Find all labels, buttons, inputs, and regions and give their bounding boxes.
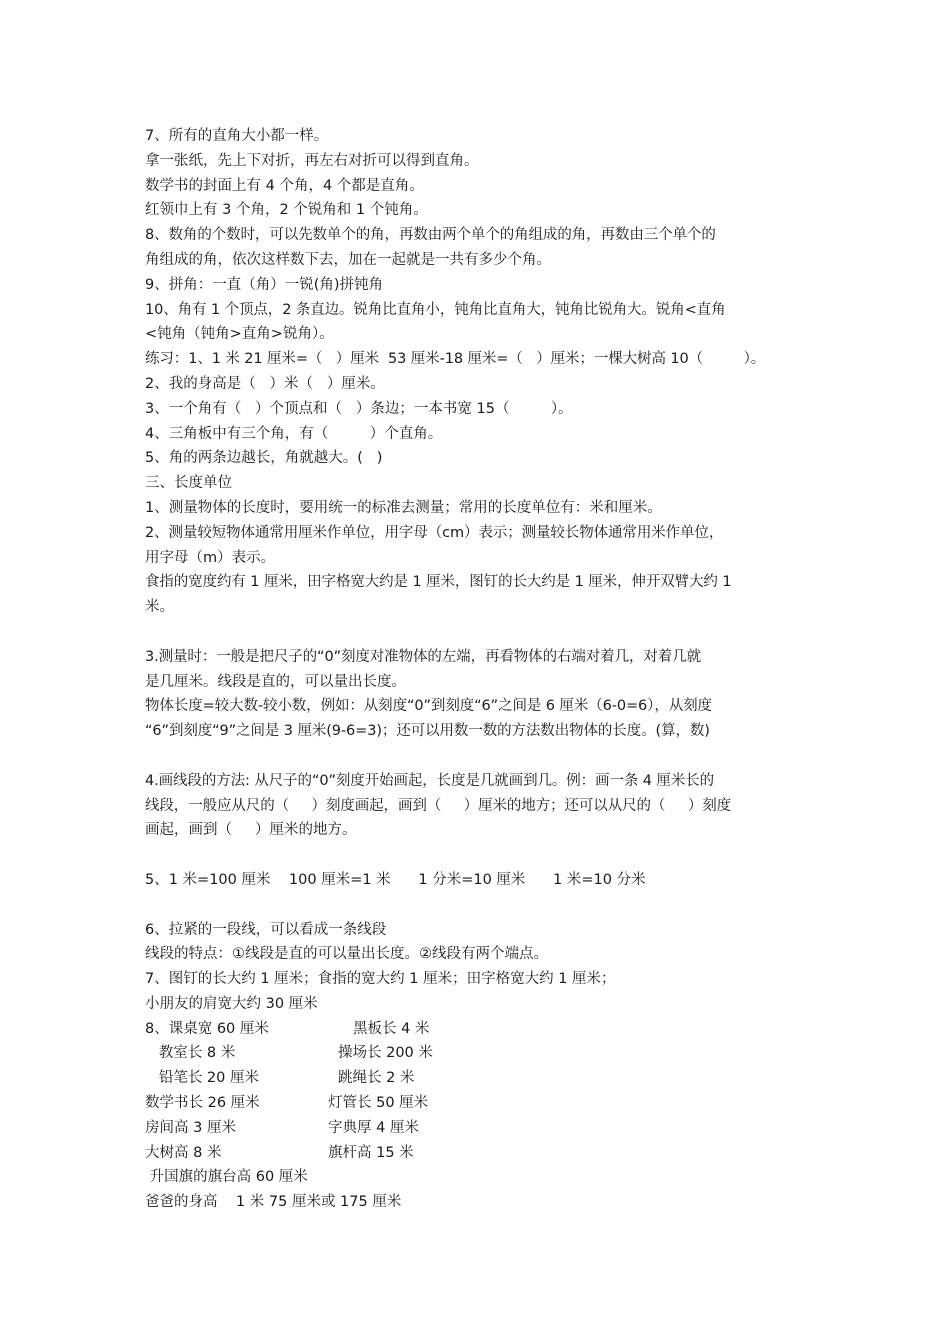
text-line: 8、数角的个数时，可以先数单个的角，再数由两个单个的角组成的角，再数由三个单个的 <box>145 227 716 244</box>
measure-left: 大树高 8 米 <box>145 1144 222 1161</box>
text-line: <钝角（钝角>直角>锐角）。 <box>145 326 334 343</box>
blank-line <box>145 744 825 769</box>
measure-right: 字典厚 4 厘米 <box>328 1119 419 1136</box>
text-line: 1、测量物体的长度时，要用统一的标准去测量；常用的长度单位有：米和厘米。 <box>145 499 662 516</box>
text-line: 食指的宽度约有 1 厘米，田字格宽大约是 1 厘米，图钉的长大约是 1 厘米，伸开双臂大约 1 <box>145 574 732 591</box>
blank-line <box>145 620 825 645</box>
measure-left: 8、课桌宽 60 厘米 <box>145 1020 269 1037</box>
practice-line: 4、三角板中有三个角，有（ ）个直角。 <box>145 425 443 442</box>
text-line: 爸爸的身高 1 米 75 厘米或 175 厘米 <box>145 1194 402 1211</box>
text-line: 是几厘米。线段是直的，可以量出长度。 <box>145 673 406 690</box>
measure-row <box>145 1066 825 1091</box>
measure-row <box>145 1116 825 1141</box>
text-line: 7、图钉的长大约 1 厘米；食指的宽大约 1 厘米；田字格宽大约 1 厘米； <box>145 971 616 988</box>
measure-right: 黑板长 4 米 <box>353 1020 430 1037</box>
measure-right: 跳绳长 2 米 <box>338 1070 415 1087</box>
text-line: 线段，一般应从尺的（ ）刻度画起，画到（ ）厘米的地方；还可以从尺的（ ）刻度 <box>145 797 732 814</box>
text-line: “6”到刻度“9”之间是 3 厘米(9-6=3)；还可以用数一数的方法数出物体的长度。(算，数) <box>145 723 710 740</box>
text-line: 升国旗的旗台高 60 厘米 <box>145 1169 308 1186</box>
text-line: 3.测量时：一般是把尺子的“0”刻度对准物体的左端，再看物体的右端对着几，对着几就 <box>145 648 701 665</box>
text-line: 角组成的角，依次这样数下去，加在一起就是一共有多少个角。 <box>145 251 551 268</box>
measure-row <box>145 1017 825 1042</box>
practice-line: 2、我的身高是（ ）米（ ）厘米。 <box>145 375 385 392</box>
text-line: 2、测量较短物体通常用厘米作单位，用字母（cm）表示；测量较长物体通常用米作单位， <box>145 524 724 541</box>
text-line: 9、拼角：一直（角）一锐(角)拼钝角 <box>145 276 384 293</box>
text-line: 4.画线段的方法: 从尺子的“0”刻度开始画起，长度是几就画到几。例：画一条 4 厘米长的 <box>145 772 715 789</box>
text-line: 拿一张纸，先上下对折，再左右对折可以得到直角。 <box>145 152 479 169</box>
section-heading: 三、长度单位 <box>145 475 232 492</box>
text-line: 小朋友的肩宽大约 30 厘米 <box>145 995 318 1012</box>
measure-right: 灯管长 50 厘米 <box>328 1095 429 1112</box>
practice-line: 5、角的两条边越长，角就越大。( ) <box>145 450 383 467</box>
text-line: 线段的特点：①线段是直的可以量出长度。②线段有两个端点。 <box>145 946 548 963</box>
unit-conversion-line: 5、1 米=100 厘米 100 厘米=1 米 1 分米=10 厘米 1 米=10 分米 <box>145 871 646 888</box>
blank-line <box>145 893 825 918</box>
measure-right: 操场长 200 米 <box>338 1045 433 1062</box>
text-line: 7、所有的直角大小都一样。 <box>145 128 329 144</box>
measure-left: 教室长 8 米 <box>145 1045 236 1062</box>
text-line: 米。 <box>145 599 174 616</box>
text-line: 用字母（m）表示。 <box>145 549 276 566</box>
practice-line: 3、一个角有（ ）个顶点和（ ）条边；一本书宽 15（ ）。 <box>145 400 573 417</box>
blank-line <box>145 843 825 868</box>
text-line: 10、角有 1 个顶点，2 条直边。锐角比直角小，钝角比直角大，钝角比锐角大。锐角<直角 <box>145 301 726 318</box>
text-line: 物体长度=较大数-较小数，例如：从刻度“0”到刻度“6”之间是 6 厘米（6-0=6），从刻度 <box>145 698 712 715</box>
document-body <box>145 124 825 1215</box>
measure-row <box>145 1041 825 1066</box>
practice-line: 练习：1、1 米 21 厘米=（ ）厘米 53 厘米-18 厘米=（ ）厘米；一棵大树高 10（ ）。 <box>145 351 766 368</box>
measure-row <box>145 1141 825 1166</box>
measure-row <box>145 1091 825 1116</box>
measure-left: 数学书长 26 厘米 <box>145 1095 260 1112</box>
text-line: 数学书的封面上有 4 个角，4 个都是直角。 <box>145 177 424 194</box>
measure-right: 旗杆高 15 米 <box>328 1144 414 1161</box>
measure-left: 房间高 3 厘米 <box>145 1119 236 1136</box>
text-line: 6、拉紧的一段线，可以看成一条线段 <box>145 921 387 938</box>
text-line: 画起，画到（ ）厘米的地方。 <box>145 822 357 839</box>
measure-left: 铅笔长 20 厘米 <box>145 1070 259 1087</box>
text-line: 红领巾上有 3 个角，2 个锐角和 1 个钝角。 <box>145 202 428 219</box>
